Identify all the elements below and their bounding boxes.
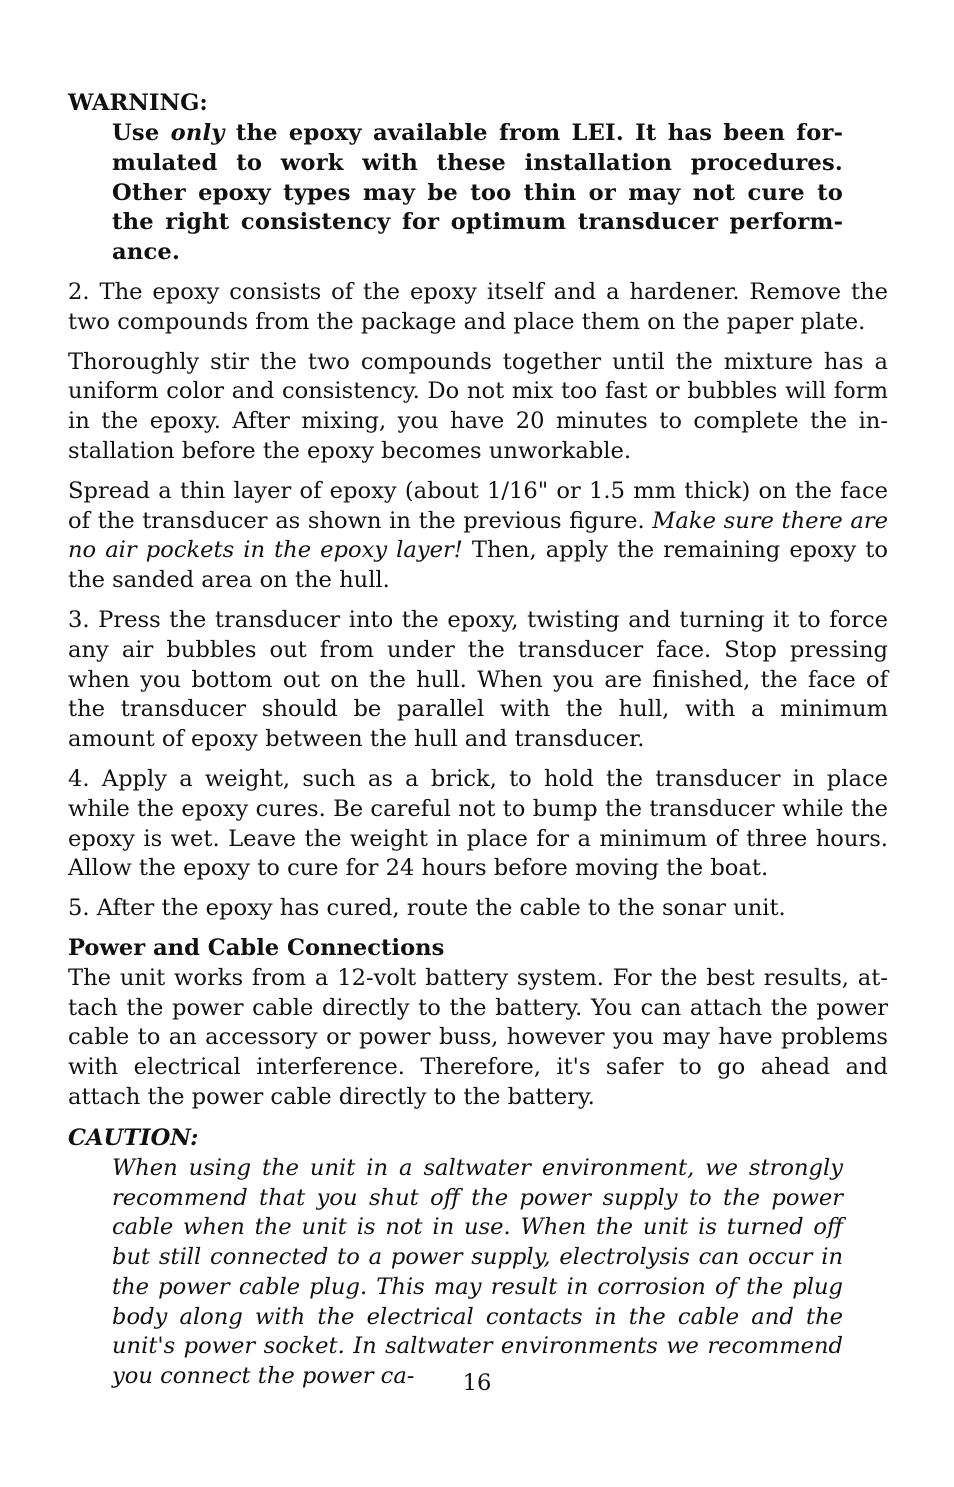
warning-lead: Use [112, 120, 171, 146]
paragraph-step-5: 5. After the epoxy has cured, route the cable to the sonar unit. [68, 895, 786, 922]
paragraph-step-4: 4. Apply a weight, such as a brick, to hold the transducer in place while the epoxy cures. Be careful not to bump the transducer while the epoxy is wet. Leave the weight in place for a minimum of three hours. Allow the epoxy to cure for 24 hours before moving the boat. [68, 765, 888, 882]
warning-text [112, 119, 843, 268]
warning-heading: WARNING: [68, 90, 208, 116]
page-content [68, 88, 888, 1392]
paragraph-stir: Thoroughly stir the two compounds together until the mixture has a uniform color and consistency. Do not mix too fast or bubbles will form in the epoxy. After mixing, you have 20 minutes to complete the installation before the epoxy becomes unworkable. [68, 348, 888, 464]
spread-lead: Spread a thin layer of epoxy (about 1/16" or 1.5 mm thick) on the face of the transducer as shown in the previous figure. [68, 477, 888, 534]
spread-rest: Then, apply the remaining epoxy to the sanded area on the hull. [68, 537, 888, 594]
caution-heading: CAUTION: [68, 1124, 199, 1151]
paragraph-step-2: 2. The epoxy consists of the epoxy itself and a hardener. Remove the two compounds from the package and place them on the paper plate. [68, 278, 888, 335]
paragraph-step-3: 3. Press the transducer into the epoxy, twisting and turning it to force any air bubbles out from under the transducer face. Stop pressing when you bottom out on the hull. When you are finished, the face of the transducer should be parallel with the hull, with a minimum amount of epoxy between the hull and transducer. [68, 606, 888, 753]
paragraph-power: The unit works from a 12-volt battery system. For the best results, attach the power cable directly to the battery. You can attach the power cable to an accessory or power buss, however you may have problems with electrical interference. Therefore, it's safer to go ahead and attach the power cable directly to the battery. [68, 964, 888, 1110]
section-title-power: Power and Cable Connections [68, 934, 445, 961]
page-number: 16 [462, 1370, 492, 1396]
caution-text: When using the unit in a saltwater environment, we strongly recommend that you shut off the power supply to the power cable when the unit is not in use. When the unit is turned off but still connected to a power supply, electrolysis can occur in the power cable plug. This may result in corrosion of the plug body along with the electrical contacts in the cable and the unit's power socket. In saltwater environments we recommend you connect the power ca- [112, 1154, 843, 1390]
paragraph-spread [68, 477, 888, 596]
spread-italic: Make sure there are no air pockets in the epoxy layer! [68, 507, 888, 564]
warning-rest: the epoxy available from LEI. It has been formulated to work with these installation procedures. Other epoxy types may be too thin or may not cure to the right consistency for optimum transducer performance. [112, 120, 843, 266]
warning-emphasis: only [170, 120, 225, 146]
